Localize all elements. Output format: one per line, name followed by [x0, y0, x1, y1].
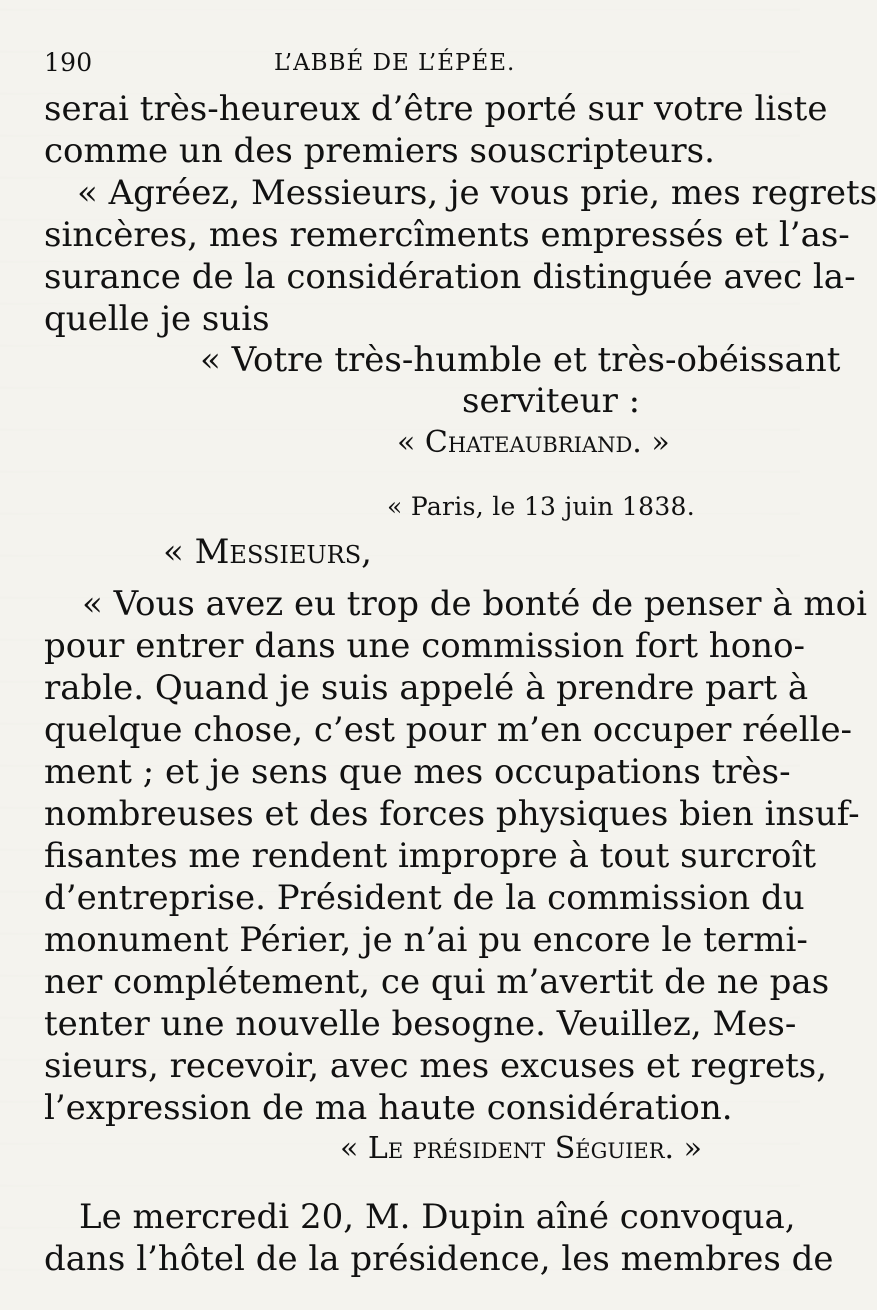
text-line: tenter une nouvelle besogne. Veuillez, Mes-	[44, 1004, 797, 1044]
text-line: nombreuses et des forces physiques bien insuf-	[44, 794, 860, 834]
text-line: l’expression de ma haute considération.	[44, 1088, 733, 1128]
text-line: surance de la considération distinguée avec la-	[44, 257, 856, 297]
salutation: « Messieurs,	[163, 532, 372, 572]
text-line: Le mercredi 20, M. Dupin aîné convoqua,	[79, 1197, 796, 1237]
text-line: ner complétement, ce qui m’avertit de ne pas	[44, 962, 830, 1002]
page-header	[44, 45, 756, 81]
text-line: sincères, mes remercîments empressés et l’as-	[44, 215, 850, 255]
signature-chateaubriand: « Chateaubriand. »	[397, 425, 670, 460]
date-line: « Paris, le 13 juin 1838.	[387, 492, 695, 521]
text-line: rable. Quand je suis appelé à prendre part à	[44, 668, 809, 708]
closing-line: serviteur :	[462, 381, 641, 421]
text-line: « Agréez, Messieurs, je vous prie, mes regrets	[77, 173, 877, 213]
text-line: dans l’hôtel de la présidence, les membres de	[44, 1239, 834, 1279]
closing-line: « Votre très-humble et très-obéissant	[200, 340, 841, 380]
text-line: pour entrer dans une commission fort hono-	[44, 626, 806, 666]
text-line: fisantes me rendent impropre à tout surcroît	[44, 836, 817, 876]
page-number: 190	[44, 48, 93, 77]
text-line: comme un des premiers souscripteurs.	[44, 131, 715, 171]
text-line: ment ; et je sens que mes occupations très-	[44, 752, 791, 792]
text-line: monument Périer, je n’ai pu encore le termi-	[44, 920, 808, 960]
running-head: L’ABBÉ DE L’ÉPÉE.	[274, 50, 516, 76]
text-line: sieurs, recevoir, avec mes excuses et regrets,	[44, 1046, 828, 1086]
text-line: serai très-heureux d’être porté sur votre liste	[44, 89, 828, 129]
text-line: « Vous avez eu trop de bonté de penser à moi	[82, 584, 867, 624]
text-line: d’entreprise. Président de la commission du	[44, 878, 805, 918]
signature-seguier: « Le président Séguier. »	[340, 1131, 702, 1166]
text-line: quelque chose, c’est pour m’en occuper réelle-	[44, 710, 853, 750]
text-line: quelle je suis	[44, 299, 270, 339]
